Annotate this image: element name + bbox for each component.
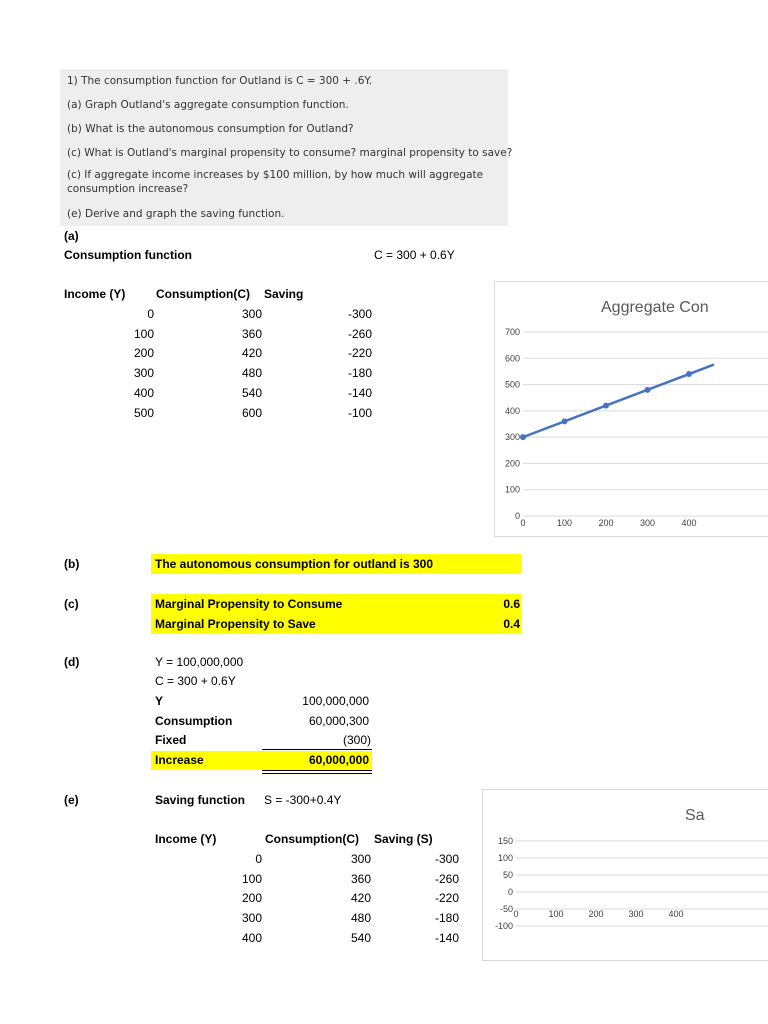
x-tick-label: 100 [548,909,564,919]
x-tick-label: 400 [668,909,684,919]
saving-function-equation: S = -300+0.4Y [264,793,342,807]
d-row-value: (300) [342,733,371,747]
increase-label: Increase [155,753,204,767]
y-tick-label: 0 [507,887,513,897]
y-tick-label: 600 [504,353,520,364]
question-box [60,69,513,226]
data-point [603,403,609,409]
table-a-header-consumption: Consumption(C) [156,287,250,301]
table-cell: 200 [241,891,262,906]
consumption-chart-svg [495,282,768,536]
y-tick-label: 300 [504,432,520,443]
x-tick-label: 300 [639,518,656,528]
table-cell: -300 [434,852,459,866]
x-tick-label: 0 [513,909,519,919]
income-equation: Y = 100,000,000 [155,655,244,669]
autonomous-consumption-text: The autonomous consumption for outland is 300 [155,557,434,571]
series-line [523,365,714,438]
mps-value: 0.4 [503,617,520,631]
y-tick-label: -50 [499,904,513,914]
table-e-header-income: Income (Y) [155,832,217,846]
y-tick-label: 200 [504,458,520,469]
table-cell: 540 [241,385,262,400]
table-e-header-saving: Saving (S) [374,832,433,846]
table-cell: -100 [347,405,372,420]
x-tick-label: 200 [588,909,604,919]
table-e-header-consumption: Consumption(C) [265,832,359,846]
data-point [520,434,526,440]
consumption-function-equation: C = 300 + 0.6Y [374,248,455,262]
table-cell: 420 [350,891,371,906]
data-point [686,371,692,377]
table-cell: -260 [434,871,459,886]
table-cell: 360 [350,871,371,886]
d-row-label: Y [155,694,164,708]
table-cell: 100 [241,871,262,886]
consumption-function-label: Consumption function [64,248,192,262]
x-tick-label: 0 [520,518,526,528]
y-tick-label: 100 [497,853,513,863]
double-underline [262,770,372,774]
x-tick-label: 200 [598,518,614,528]
x-tick-label: 400 [681,518,697,528]
part-c-label: (c) [64,597,79,611]
table-cell: 420 [241,346,262,361]
consumption-chart [494,281,768,537]
table-cell: -260 [347,326,372,341]
x-tick-label: 300 [628,909,644,919]
table-cell: 600 [241,405,262,420]
y-tick-label: 100 [504,484,520,495]
table-cell: -140 [434,930,459,945]
sum-rule [262,749,372,750]
question-line: (c) What is Outland's marginal propensity to consume? marginal propensity to save? [67,147,513,159]
y-tick-label: 0 [514,511,520,521]
table-a-header-saving: Saving [264,287,304,301]
data-point [645,387,651,393]
table-cell: 500 [133,405,154,420]
saving-chart [482,789,768,961]
part-a-label: (a) [64,229,79,243]
y-tick-label: 700 [504,327,520,337]
increase-value: 60,000,000 [308,753,369,767]
question-line: (c) If aggregate income increases by $100 million, by how much will aggregate [67,169,484,181]
d-row-label: Fixed [155,733,187,747]
y-tick-label: -100 [494,921,513,931]
table-cell: -180 [347,366,372,381]
data-point [562,418,568,424]
table-cell: 0 [255,852,262,866]
table-cell: 300 [350,852,371,866]
question-line: (a) Graph Outland's aggregate consumption function. [67,99,349,111]
question-line: 1) The consumption function for Outland is C = 300 + .6Y. [67,75,373,87]
table-a-header-income: Income (Y) [64,287,126,301]
saving-function-label: Saving function [155,793,245,807]
table-cell: -140 [347,385,372,400]
table-cell: -220 [434,891,459,906]
y-tick-label: 400 [504,405,520,416]
part-d-label: (d) [64,655,80,669]
table-cell: 400 [133,385,154,400]
mpc-value: 0.6 [503,597,520,611]
d-row-value: 60,000,300 [308,714,369,728]
table-cell: 400 [241,930,262,945]
table-cell: 480 [350,911,371,926]
table-cell: 200 [133,346,154,361]
d-row-value: 100,000,000 [302,694,369,708]
table-cell: -300 [347,307,372,321]
table-cell: 300 [241,911,262,926]
x-tick-label: 100 [556,518,573,528]
saving-chart-svg [483,790,768,960]
chart-title: Aggregate Con [601,299,709,316]
table-cell: 0 [147,307,154,321]
mpc-label: Marginal Propensity to Consume [155,597,343,611]
y-tick-label: 500 [504,379,520,390]
part-b-label: (b) [64,557,80,571]
y-tick-label: 150 [497,836,513,846]
table-cell: -220 [347,346,372,361]
consumption-equation: C = 300 + 0.6Y [155,674,236,688]
table-cell: -180 [434,911,459,926]
table-cell: 300 [133,366,154,381]
question-line: (b) What is the autonomous consumption for Outland? [67,123,354,135]
y-tick-label: 50 [502,870,513,880]
table-cell: 480 [241,366,262,381]
d-row-label: Consumption [155,714,233,728]
part-e-label: (e) [64,793,79,807]
table-cell: 300 [241,307,262,321]
question-line: (e) Derive and graph the saving function. [67,208,285,220]
chart-title: Sa [685,807,705,824]
table-cell: 360 [241,326,262,341]
table-cell: 540 [350,930,371,945]
question-line: consumption increase? [67,183,189,195]
mps-label: Marginal Propensity to Save [155,617,316,631]
table-cell: 100 [133,326,154,341]
